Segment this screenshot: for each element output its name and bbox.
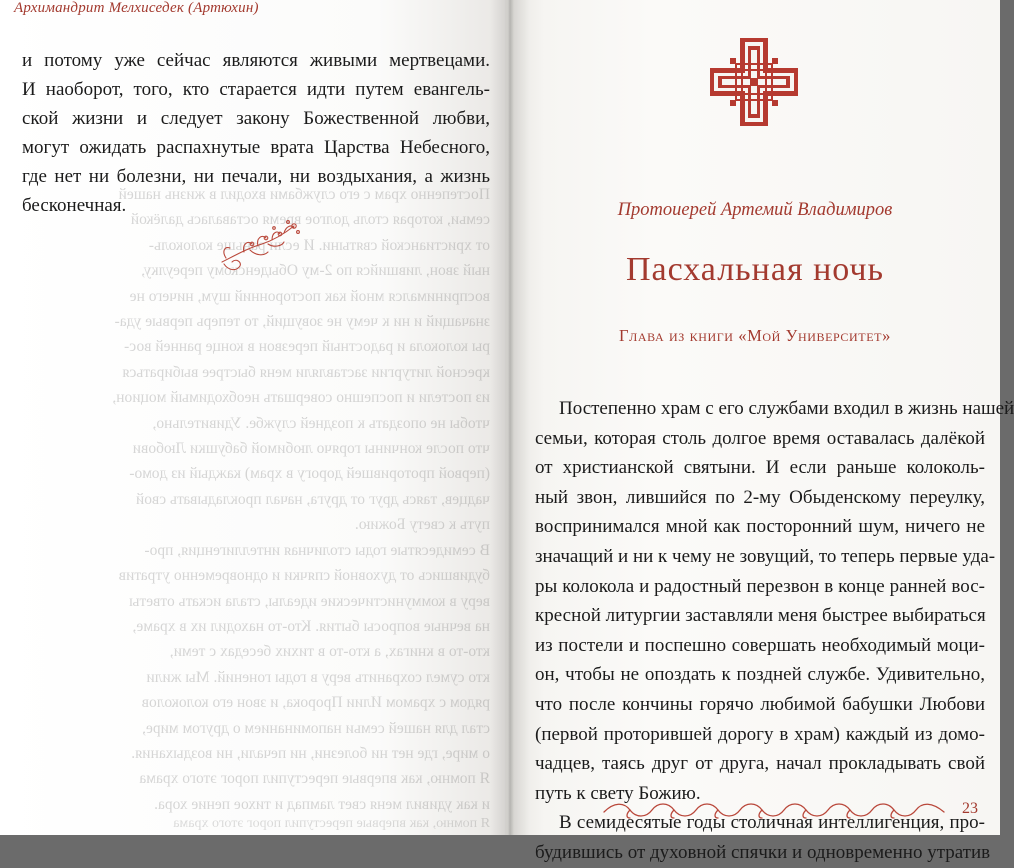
ghost-line: будившись от духовной спячки и одновременно утратив [118,567,490,585]
ghost-line: кто сумел сохранить веру в годы гонений. Мы жили [146,668,490,686]
ghost-line: Я помню, как впервые переступил порог этого храма [139,770,490,788]
right-body-text [535,394,1014,868]
text-line: кресной литургии заставляли меня быстрее выбираться [535,605,986,627]
text-line: и потому уже сейчас являются живыми мертвецами. [22,50,490,71]
text-line: значащий и ни к чему не зовущий, то теперь первые уда- [535,545,996,567]
ghost-line: ры колокола и радостный перезвон в конце ранней вос- [124,338,490,356]
text-line: В семидесятые годы столичная интеллигенция, про- [559,812,985,834]
ghost-line: веру в коммунистические идеалы, стала искать ответы [129,592,490,610]
left-page [0,0,505,835]
bottom-ornament-icon [600,798,950,824]
text-line: будившись от духовной спячки и одновременно утратив [535,841,991,863]
text-line: ный звон, лившийся по 2-му Обыденскому переулку, [535,486,985,508]
ghost-line: чадцев, таясь друг от друга, начал прокладывать свой [135,490,490,508]
page-number: 23 [962,800,978,817]
show-through-footer: Я помню, как впервые переступил порог этого храма [173,816,490,831]
text-line: бесконечная. [22,195,127,216]
ghost-line: В семидесятые годы столичная интеллигенция, про- [144,541,490,559]
show-through-text [20,182,490,817]
text-line: могут ожидать распахнутые врата Царства Небесного, [22,137,490,158]
ghost-line: что после кончины горячо любимой бабушки Любови [132,440,490,458]
text-line: (первой проторившей дорогу в храм) каждый из домо- [535,723,985,745]
ghost-line: кресной литургии заставляли меня быстрее выбираться [122,363,490,381]
book-gutter [490,0,530,835]
floral-flourish-icon [214,218,304,276]
ghost-line: о мире, где нет ни болезни, ни печали, ни воздыхания. [131,744,490,762]
text-line: где нет ни болезни, ни печали, ни воздыхания, а жизнь [22,166,490,187]
ghost-line: Постепенно храм с его службами входил в жизнь нашей [118,186,490,203]
ghost-line: и как удивил меня свет лампад и тихое пение хора. [154,795,490,813]
text-line: он, чтобы не опоздать к поздней службе. Удивительно, [535,664,985,686]
text-line: путь к свету Божию. [535,782,701,804]
ghost-line: семьи, которая столь долгое время оставалась далёкой [130,211,490,229]
text-line: что после кончины горячо любимой бабушки Любови [535,693,985,715]
ghost-line: воспринимался мной как посторонний шум, ничего не [129,287,490,305]
ghost-line: значащий и ни к чему не зовущий, то теперь первые уда- [114,313,490,331]
text-line: семьи, которая столь долгое время оставалась далёкой [535,427,985,449]
running-head: Архимандрит Мелхиседек (Артюхин) [14,0,259,16]
text-line: из постели и поспешно совершать необходимый моци- [535,634,985,656]
text-line: Постепенно храм с его службами входил в жизнь нашей [559,398,1014,419]
ghost-line: чтобы не опоздать к поздней службе. Удивительно, [152,414,490,432]
ghost-line: ный звон, лившийся по 2-му Обыденскому переулку, [141,262,490,280]
ghost-line: рядом с храмом Илии Пророка, и звон его колоколов [141,694,490,712]
ghost-line: от христианской святыни. И если раньше колоколь- [148,236,490,254]
ghost-line: на вечные вопросы бытия. Кто-то находил их в храме, [132,617,490,635]
ornamental-cross-icon [710,38,798,126]
chapter-title: Пасхальная ночь [625,251,885,288]
ghost-line: кто-то в книгах, а кто-то в тихих беседах с теми, [169,643,490,661]
text-line: И наоборот, того, кто старается идти путем евангель- [22,79,490,100]
author-name: Протоиерей Артемий Владимиров [617,200,893,220]
text-line: чадцев, таясь друг от друга, начал прокладывать свой [535,753,985,775]
text-line: ской жизни и следует закону Божественной любви, [22,108,490,129]
ghost-line: стал для нашей семьи напоминанием о другом мире, [142,719,490,737]
text-line: воспринимался мной как посторонний шум, ничего не [535,516,985,538]
left-body-text [22,46,490,220]
ghost-line: путь к свету Божию. [354,516,490,534]
ghost-line: из постели и поспешно совершать необходимый моцион, [112,389,490,407]
chapter-subtitle: Глава из книги «Мой Университет» [619,326,891,345]
ghost-line: (первой проторившей дорогу в храм) каждый из домо- [129,465,490,483]
text-line: ры колокола и радостный перезвон в конце ранней вос- [535,575,985,597]
text-line: от христианской святыни. И если раньше колоколь- [535,457,985,479]
